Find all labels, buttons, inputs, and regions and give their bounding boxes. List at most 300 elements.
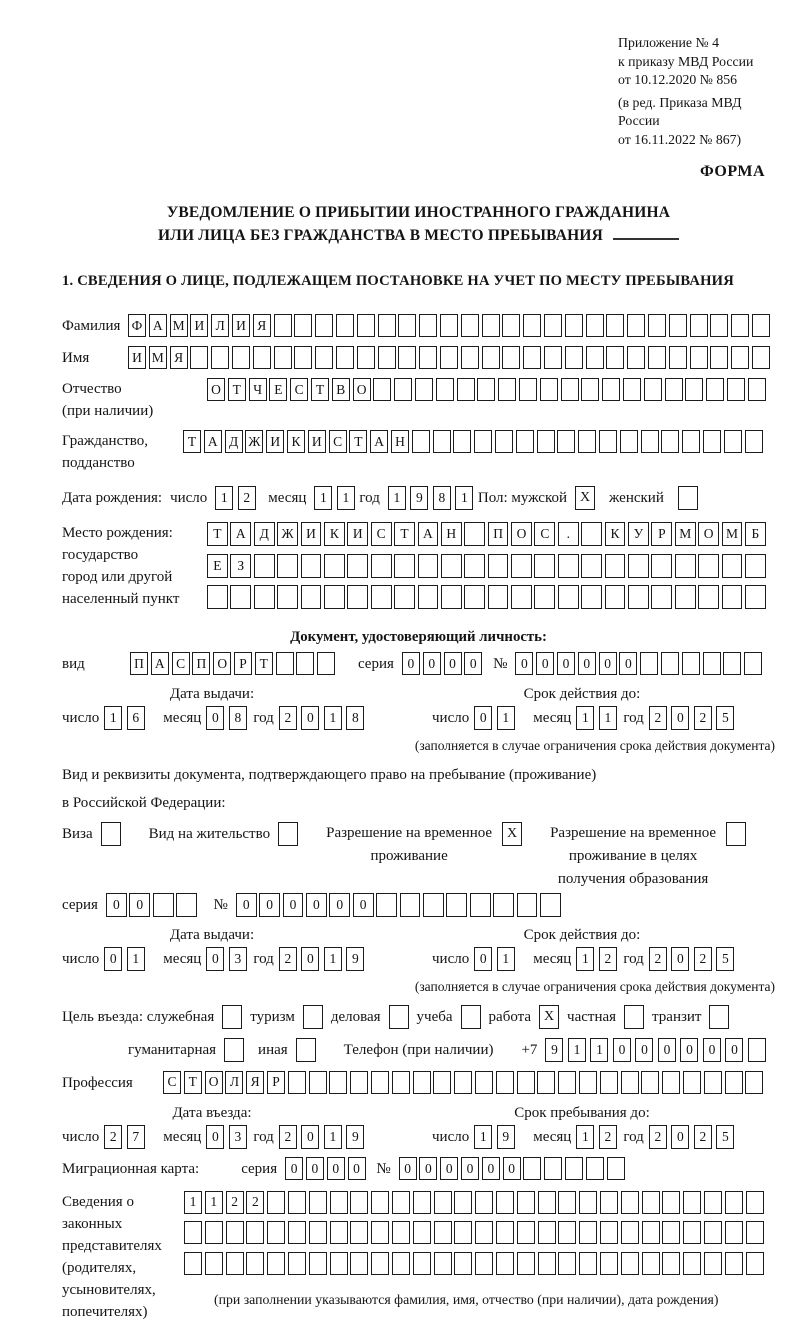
char-box[interactable] [605, 554, 626, 578]
char-box[interactable]: Н [441, 522, 462, 546]
char-box[interactable]: 2 [104, 1125, 122, 1149]
char-box[interactable]: 0 [206, 1125, 224, 1149]
char-box[interactable]: 0 [482, 1157, 500, 1180]
char-box[interactable] [722, 585, 743, 609]
char-box[interactable]: 0 [599, 652, 617, 675]
char-box[interactable] [722, 554, 743, 578]
char-box[interactable] [376, 893, 397, 917]
char-box[interactable] [703, 652, 721, 675]
char-box[interactable]: 1 [337, 486, 355, 510]
char-box[interactable]: 9 [545, 1038, 563, 1062]
char-box[interactable] [662, 1221, 680, 1244]
char-box[interactable]: 2 [694, 1125, 712, 1149]
char-box[interactable]: О [698, 522, 719, 546]
char-box[interactable] [347, 554, 368, 578]
char-box[interactable]: Т [184, 1071, 202, 1094]
char-box[interactable]: 1 [314, 486, 332, 510]
char-box[interactable] [586, 314, 604, 337]
char-box[interactable]: П [130, 652, 148, 675]
char-box[interactable] [357, 346, 375, 369]
char-box[interactable] [461, 346, 479, 369]
char-box[interactable] [205, 1221, 223, 1244]
char-box[interactable] [537, 1071, 555, 1094]
char-box[interactable]: М [675, 522, 696, 546]
char-box[interactable] [621, 1221, 639, 1244]
char-box[interactable]: 1 [205, 1191, 223, 1214]
char-box[interactable] [412, 430, 430, 453]
char-box[interactable] [378, 346, 396, 369]
char-box[interactable] [683, 1221, 701, 1244]
char-box[interactable] [246, 1252, 264, 1275]
char-box[interactable]: 7 [127, 1125, 145, 1149]
char-box[interactable] [267, 1191, 285, 1214]
char-box[interactable] [433, 1071, 451, 1094]
char-box[interactable] [207, 585, 228, 609]
purpose-business-checkbox[interactable] [389, 1005, 409, 1029]
char-box[interactable]: У [628, 522, 649, 546]
char-box[interactable] [651, 585, 672, 609]
char-box[interactable] [371, 585, 392, 609]
char-box[interactable]: 0 [725, 1038, 743, 1062]
char-box[interactable] [662, 1071, 680, 1094]
char-box[interactable]: 0 [474, 706, 492, 730]
char-box[interactable] [398, 346, 416, 369]
char-box[interactable] [230, 585, 251, 609]
char-box[interactable] [540, 378, 558, 401]
char-box[interactable] [748, 378, 766, 401]
char-box[interactable] [350, 1221, 368, 1244]
char-box[interactable]: И [232, 314, 250, 337]
char-box[interactable]: 1 [599, 706, 617, 730]
char-box[interactable]: 0 [301, 1125, 319, 1149]
char-box[interactable] [523, 1157, 541, 1180]
char-box[interactable] [725, 1071, 743, 1094]
purpose-official-checkbox[interactable] [222, 1005, 242, 1029]
char-box[interactable]: 0 [106, 893, 127, 917]
char-box[interactable]: 0 [444, 652, 462, 675]
char-box[interactable] [454, 1071, 472, 1094]
char-box[interactable]: И [128, 346, 146, 369]
char-box[interactable] [378, 314, 396, 337]
char-box[interactable] [579, 1191, 597, 1214]
purpose-work-checkbox[interactable]: X [539, 1005, 559, 1029]
char-box[interactable] [288, 1071, 306, 1094]
char-box[interactable] [246, 1221, 264, 1244]
char-box[interactable] [627, 346, 645, 369]
char-box[interactable] [606, 346, 624, 369]
char-box[interactable] [644, 378, 662, 401]
char-box[interactable] [682, 430, 700, 453]
char-box[interactable] [457, 378, 475, 401]
char-box[interactable] [669, 346, 687, 369]
char-box[interactable] [330, 1221, 348, 1244]
char-box[interactable] [517, 1221, 535, 1244]
char-box[interactable]: Е [207, 554, 228, 578]
char-box[interactable] [538, 1221, 556, 1244]
char-box[interactable] [698, 554, 719, 578]
char-box[interactable]: 1 [576, 947, 594, 971]
char-box[interactable]: О [207, 378, 225, 401]
char-box[interactable] [642, 1252, 660, 1275]
char-box[interactable]: 0 [703, 1038, 721, 1062]
char-box[interactable] [371, 1191, 389, 1214]
char-box[interactable]: 1 [388, 486, 406, 510]
char-box[interactable] [698, 585, 719, 609]
char-box[interactable]: 1 [184, 1191, 202, 1214]
char-box[interactable]: 2 [246, 1191, 264, 1214]
sex-male-checkbox[interactable]: X [575, 486, 595, 510]
char-box[interactable] [394, 378, 412, 401]
char-box[interactable] [454, 1221, 472, 1244]
char-box[interactable]: К [287, 430, 305, 453]
char-box[interactable]: 2 [279, 947, 297, 971]
char-box[interactable]: Я [170, 346, 188, 369]
char-box[interactable] [523, 346, 541, 369]
char-box[interactable] [675, 554, 696, 578]
char-box[interactable] [400, 893, 421, 917]
char-box[interactable]: 9 [346, 947, 364, 971]
char-box[interactable] [578, 430, 596, 453]
char-box[interactable] [464, 522, 485, 546]
char-box[interactable]: 1 [474, 1125, 492, 1149]
char-box[interactable] [627, 314, 645, 337]
char-box[interactable] [394, 554, 415, 578]
char-box[interactable]: Ж [277, 522, 298, 546]
char-box[interactable] [475, 1252, 493, 1275]
char-box[interactable] [324, 585, 345, 609]
char-box[interactable]: 1 [455, 486, 473, 510]
char-box[interactable]: 1 [497, 947, 515, 971]
char-box[interactable]: 0 [671, 947, 689, 971]
char-box[interactable]: Т [183, 430, 201, 453]
char-box[interactable] [309, 1252, 327, 1275]
char-box[interactable] [477, 378, 495, 401]
char-box[interactable]: 8 [229, 706, 247, 730]
char-box[interactable]: 1 [497, 706, 515, 730]
char-box[interactable] [301, 585, 322, 609]
char-box[interactable] [496, 1252, 514, 1275]
char-box[interactable] [394, 585, 415, 609]
char-box[interactable] [470, 893, 491, 917]
char-box[interactable]: 1 [576, 706, 594, 730]
char-box[interactable] [725, 1221, 743, 1244]
char-box[interactable] [413, 1252, 431, 1275]
char-box[interactable]: Л [225, 1071, 243, 1094]
char-box[interactable] [662, 1191, 680, 1214]
char-box[interactable]: 3 [229, 947, 247, 971]
char-box[interactable] [373, 378, 391, 401]
char-box[interactable]: З [230, 554, 251, 578]
char-box[interactable]: 0 [536, 652, 554, 675]
char-box[interactable] [317, 652, 335, 675]
char-box[interactable] [461, 314, 479, 337]
char-box[interactable]: 8 [433, 486, 451, 510]
purpose-tourism-checkbox[interactable] [303, 1005, 323, 1029]
char-box[interactable] [641, 430, 659, 453]
char-box[interactable]: Ф [128, 314, 146, 337]
char-box[interactable] [628, 554, 649, 578]
char-box[interactable]: Н [391, 430, 409, 453]
char-box[interactable] [602, 378, 620, 401]
char-box[interactable]: П [488, 522, 509, 546]
char-box[interactable] [565, 346, 583, 369]
char-box[interactable] [600, 1221, 618, 1244]
char-box[interactable] [301, 554, 322, 578]
char-box[interactable] [419, 314, 437, 337]
char-box[interactable]: М [149, 346, 167, 369]
char-box[interactable] [488, 585, 509, 609]
char-box[interactable]: 0 [399, 1157, 417, 1180]
char-box[interactable] [517, 893, 538, 917]
char-box[interactable]: П [192, 652, 210, 675]
char-box[interactable]: 1 [590, 1038, 608, 1062]
char-box[interactable] [685, 378, 703, 401]
char-box[interactable] [723, 652, 741, 675]
char-box[interactable] [392, 1071, 410, 1094]
char-box[interactable] [226, 1221, 244, 1244]
char-box[interactable] [415, 378, 433, 401]
char-box[interactable] [309, 1071, 327, 1094]
char-box[interactable]: И [301, 522, 322, 546]
char-box[interactable] [731, 346, 749, 369]
char-box[interactable] [274, 314, 292, 337]
char-box[interactable] [418, 585, 439, 609]
char-box[interactable] [324, 554, 345, 578]
char-box[interactable] [474, 430, 492, 453]
char-box[interactable] [538, 1191, 556, 1214]
char-box[interactable]: В [332, 378, 350, 401]
char-box[interactable] [558, 1252, 576, 1275]
char-box[interactable]: Е [269, 378, 287, 401]
char-box[interactable] [398, 314, 416, 337]
char-box[interactable]: И [266, 430, 284, 453]
char-box[interactable]: С [329, 430, 347, 453]
char-box[interactable]: 0 [301, 706, 319, 730]
char-box[interactable]: Т [207, 522, 228, 546]
char-box[interactable] [350, 1191, 368, 1214]
char-box[interactable]: О [511, 522, 532, 546]
char-box[interactable] [661, 652, 679, 675]
char-box[interactable]: 0 [680, 1038, 698, 1062]
char-box[interactable] [621, 1252, 639, 1275]
char-box[interactable] [586, 346, 604, 369]
char-box[interactable] [288, 1221, 306, 1244]
char-box[interactable] [464, 554, 485, 578]
char-box[interactable] [600, 1252, 618, 1275]
char-box[interactable] [315, 314, 333, 337]
char-box[interactable]: 5 [716, 1125, 734, 1149]
char-box[interactable] [558, 1221, 576, 1244]
char-box[interactable] [496, 1221, 514, 1244]
char-box[interactable] [565, 1157, 583, 1180]
char-box[interactable] [690, 346, 708, 369]
char-box[interactable] [725, 1191, 743, 1214]
char-box[interactable] [752, 314, 770, 337]
char-box[interactable] [621, 1191, 639, 1214]
char-box[interactable]: 3 [229, 1125, 247, 1149]
char-box[interactable] [731, 314, 749, 337]
char-box[interactable]: 2 [694, 706, 712, 730]
char-box[interactable]: 0 [236, 893, 257, 917]
char-box[interactable] [565, 314, 583, 337]
char-box[interactable] [446, 893, 467, 917]
char-box[interactable]: 0 [301, 947, 319, 971]
char-box[interactable]: Я [246, 1071, 264, 1094]
char-box[interactable] [440, 346, 458, 369]
char-box[interactable] [641, 1071, 659, 1094]
char-box[interactable] [441, 585, 462, 609]
char-box[interactable]: 0 [440, 1157, 458, 1180]
char-box[interactable] [642, 1221, 660, 1244]
char-box[interactable] [482, 314, 500, 337]
residence-permit-checkbox[interactable] [278, 822, 298, 846]
char-box[interactable]: О [353, 378, 371, 401]
char-box[interactable] [579, 1221, 597, 1244]
char-box[interactable] [599, 430, 617, 453]
char-box[interactable]: 0 [329, 893, 350, 917]
char-box[interactable] [495, 430, 513, 453]
char-box[interactable]: Д [254, 522, 275, 546]
char-box[interactable] [475, 1071, 493, 1094]
char-box[interactable]: 0 [259, 893, 280, 917]
char-box[interactable] [517, 1252, 535, 1275]
char-box[interactable]: А [418, 522, 439, 546]
char-box[interactable] [516, 430, 534, 453]
char-box[interactable] [254, 554, 275, 578]
char-box[interactable]: Т [311, 378, 329, 401]
char-box[interactable] [371, 1221, 389, 1244]
char-box[interactable] [725, 1252, 743, 1275]
char-box[interactable] [662, 1252, 680, 1275]
char-box[interactable] [288, 1252, 306, 1275]
char-box[interactable] [640, 652, 658, 675]
char-box[interactable] [558, 554, 579, 578]
char-box[interactable]: 5 [716, 706, 734, 730]
visa-checkbox[interactable] [101, 822, 121, 846]
char-box[interactable]: К [605, 522, 626, 546]
char-box[interactable] [496, 1191, 514, 1214]
char-box[interactable] [581, 522, 602, 546]
char-box[interactable] [153, 893, 174, 917]
char-box[interactable] [690, 314, 708, 337]
char-box[interactable]: 0 [578, 652, 596, 675]
char-box[interactable] [433, 430, 451, 453]
char-box[interactable]: 0 [327, 1157, 345, 1180]
char-box[interactable] [440, 314, 458, 337]
char-box[interactable] [642, 1191, 660, 1214]
char-box[interactable] [309, 1221, 327, 1244]
char-box[interactable]: 0 [503, 1157, 521, 1180]
char-box[interactable]: 0 [306, 1157, 324, 1180]
char-box[interactable] [464, 585, 485, 609]
char-box[interactable] [648, 314, 666, 337]
char-box[interactable]: 2 [649, 1125, 667, 1149]
char-box[interactable] [309, 1191, 327, 1214]
char-box[interactable]: И [347, 522, 368, 546]
char-box[interactable] [581, 554, 602, 578]
char-box[interactable]: 1 [324, 947, 342, 971]
char-box[interactable]: 0 [306, 893, 327, 917]
char-box[interactable] [336, 314, 354, 337]
char-box[interactable] [745, 1071, 763, 1094]
char-box[interactable] [511, 554, 532, 578]
char-box[interactable] [623, 378, 641, 401]
char-box[interactable] [558, 1191, 576, 1214]
char-box[interactable] [561, 378, 579, 401]
char-box[interactable]: А [204, 430, 222, 453]
char-box[interactable] [294, 314, 312, 337]
char-box[interactable]: 0 [619, 652, 637, 675]
char-box[interactable] [502, 314, 520, 337]
char-box[interactable] [493, 893, 514, 917]
char-box[interactable]: С [163, 1071, 181, 1094]
sex-female-checkbox[interactable] [678, 486, 698, 510]
char-box[interactable] [413, 1221, 431, 1244]
char-box[interactable] [682, 652, 700, 675]
char-box[interactable] [519, 378, 537, 401]
char-box[interactable] [557, 430, 575, 453]
char-box[interactable] [537, 430, 555, 453]
char-box[interactable]: 2 [649, 706, 667, 730]
char-box[interactable] [620, 430, 638, 453]
char-box[interactable]: 0 [557, 652, 575, 675]
char-box[interactable]: Ж [245, 430, 263, 453]
char-box[interactable] [498, 378, 516, 401]
char-box[interactable] [704, 1191, 722, 1214]
char-box[interactable]: О [205, 1071, 223, 1094]
purpose-transit-checkbox[interactable] [709, 1005, 729, 1029]
purpose-other-checkbox[interactable] [296, 1038, 316, 1062]
char-box[interactable]: 6 [127, 706, 145, 730]
char-box[interactable] [294, 346, 312, 369]
char-box[interactable] [315, 346, 333, 369]
char-box[interactable] [669, 314, 687, 337]
char-box[interactable] [600, 1071, 618, 1094]
char-box[interactable] [253, 346, 271, 369]
char-box[interactable]: Б [745, 522, 766, 546]
char-box[interactable] [683, 1252, 701, 1275]
char-box[interactable] [675, 585, 696, 609]
char-box[interactable]: 0 [464, 652, 482, 675]
char-box[interactable] [586, 1157, 604, 1180]
char-box[interactable]: 1 [127, 947, 145, 971]
char-box[interactable]: Т [228, 378, 246, 401]
char-box[interactable]: Т [394, 522, 415, 546]
char-box[interactable] [357, 314, 375, 337]
char-box[interactable]: 0 [402, 652, 420, 675]
char-box[interactable] [724, 430, 742, 453]
char-box[interactable] [544, 346, 562, 369]
char-box[interactable]: А [230, 522, 251, 546]
char-box[interactable]: 0 [206, 947, 224, 971]
char-box[interactable] [205, 1252, 223, 1275]
char-box[interactable]: С [371, 522, 392, 546]
char-box[interactable] [274, 346, 292, 369]
char-box[interactable]: И [308, 430, 326, 453]
char-box[interactable]: С [290, 378, 308, 401]
purpose-study-checkbox[interactable] [461, 1005, 481, 1029]
char-box[interactable] [496, 1071, 514, 1094]
char-box[interactable]: 2 [599, 1125, 617, 1149]
char-box[interactable] [704, 1071, 722, 1094]
char-box[interactable]: 9 [346, 1125, 364, 1149]
char-box[interactable] [475, 1191, 493, 1214]
char-box[interactable]: 0 [353, 893, 374, 917]
char-box[interactable]: С [172, 652, 190, 675]
char-box[interactable] [296, 652, 314, 675]
char-box[interactable] [419, 346, 437, 369]
char-box[interactable] [475, 1221, 493, 1244]
